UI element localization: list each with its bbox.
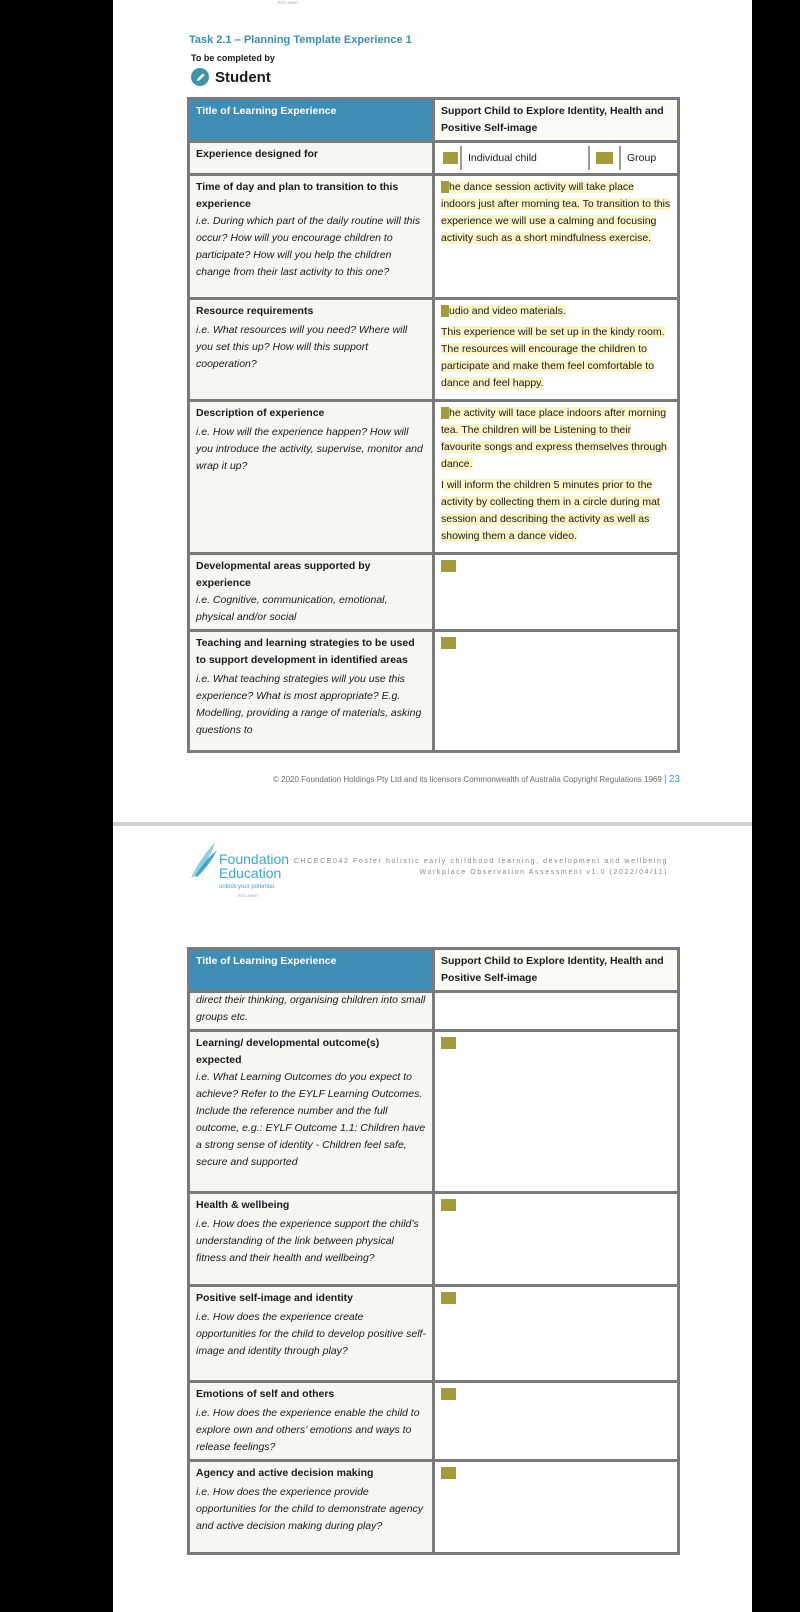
- answer-time-of-day[interactable]: he dance session activity will take place indoors just after morning tea. To transition to this experience we will use a calming and focusing activity such as a short mindfulness exercise.: [434, 175, 679, 299]
- designed-for-options: [434, 142, 679, 175]
- row-resource-requirements: Resource requirements i.e. What resources will you need? Where will you set this up? How will this support cooperation?: [189, 299, 434, 401]
- logo-name: Foundation Education: [219, 851, 290, 881]
- answer-continuation[interactable]: [434, 992, 679, 1031]
- row-continuation: direct their thinking, organising children into small groups etc.: [189, 992, 434, 1031]
- student-label: Student: [215, 68, 271, 86]
- answer-description[interactable]: he activity will tace place indoors after morning tea. The children will be Listening to their favourite songs and express themselves through dance. I will inform the children 5 minutes prior to the activity by collecting them in a circle during mat session and describing the activity as well as showing them a dance video.: [434, 401, 679, 554]
- answer-emotions[interactable]: [434, 1382, 679, 1461]
- row-learning-outcomes: Learning/ developmental outcome(s) expected i.e. What Learning Outcomes do you expect to achieve? Refer to the EYLF Learning Outcomes. Include the reference number and the full outcome, e.g.: EYLF Outcome 1.1: Children have a strong sense of identity - Children feel safe, secure and supported: [189, 1031, 434, 1193]
- logo-feather-icon: [189, 840, 219, 880]
- task-title: Task 2.1 – Planning Template Experience 1: [189, 34, 412, 46]
- answer-learning-outcomes[interactable]: [434, 1031, 679, 1193]
- group-label: Group: [627, 151, 657, 164]
- row-teaching-strategies: Teaching and learning strategies to be used to support development in identified areas i.e. What teaching strategies will you use this experience? What is most appropriate? E.g. Modelling, providing a range of materials, asking questions to: [189, 631, 434, 752]
- row-time-of-day: Time of day and plan to transition to this experience i.e. During which part of the daily routine will this occur? How will you encourage children to participate? How will you help the children change from their last activity to this one?: [189, 175, 434, 299]
- header-title-label: Title of Learning Experience: [189, 99, 434, 142]
- footer-separator: |: [664, 774, 667, 785]
- individual-child-label: Individual child: [462, 146, 590, 170]
- logo-rto: RTO 30007: [238, 893, 259, 898]
- designed-for-label: Experience designed for: [189, 142, 434, 175]
- row-health-wellbeing: Health & wellbeing i.e. How does the experience support the child’s understanding of the link between physical fitness and their health and wellbeing?: [189, 1193, 434, 1286]
- completed-by-label: To be completed by: [191, 53, 275, 63]
- answer-teaching-strategies[interactable]: [434, 631, 679, 752]
- answer-resource-requirements[interactable]: udio and video materials. This experience will be set up in the kindy room. The resources will encourage the children to participate and make them feel comfortable to dance and feel happy.: [434, 299, 679, 401]
- rto-code: RTO 30007: [278, 0, 299, 5]
- page-footer: [113, 774, 680, 785]
- document-page-1: [113, 0, 752, 822]
- row-positive-self-image: Positive self-image and identity i.e. How does the experience create opportunities for the child to develop positive self-image and identity through play?: [189, 1286, 434, 1382]
- answer-positive-self-image[interactable]: [434, 1286, 679, 1382]
- pencil-icon: [191, 68, 209, 86]
- row-description: Description of experience i.e. How will the experience happen? How will you introduce the activity, supervise, monitor and wrap it up?: [189, 401, 434, 554]
- answer-agency[interactable]: [434, 1461, 679, 1554]
- answer-developmental-areas[interactable]: [434, 554, 679, 631]
- header-title-label-2: Title of Learning Experience: [189, 949, 434, 992]
- student-badge: [191, 67, 271, 87]
- page-number: 23: [668, 774, 680, 785]
- header-title-value: Support Child to Explore Identity, Health and Positive Self-image: [434, 99, 679, 142]
- row-developmental-areas: Developmental areas supported by experience i.e. Cognitive, communication, emotional, physical and/or social: [189, 554, 434, 631]
- row-agency: Agency and active decision making i.e. How does the experience provide opportunities for the child to demonstrate agency and active decision making during play?: [189, 1461, 434, 1554]
- answer-health-wellbeing[interactable]: [434, 1193, 679, 1286]
- planning-template-table-continued: [187, 947, 680, 1555]
- document-page-2: [113, 826, 752, 1612]
- group-checkbox[interactable]: [590, 146, 621, 170]
- individual-checkbox[interactable]: [441, 146, 462, 170]
- logo-tagline: unlock your potential: [219, 884, 275, 890]
- header-title-value-2: Support Child to Explore Identity, Health and Positive Self-image: [434, 949, 679, 992]
- planning-template-table: [187, 97, 680, 753]
- copyright-text: © 2020 Foundation Holdings Pty Ltd and its licensors Commonwealth of Australia Copyright Regulations 1969: [273, 775, 662, 784]
- row-emotions: Emotions of self and others i.e. How does the experience enable the child to explore own and others’ emotions and ways to release feelings?: [189, 1382, 434, 1461]
- foundation-education-logo: [189, 840, 290, 898]
- unit-header: CHCECE042 Foster holistic early childhood learning, development and wellbeing Workplace Observation Assessment v1.0 (2022/04/11): [293, 858, 668, 876]
